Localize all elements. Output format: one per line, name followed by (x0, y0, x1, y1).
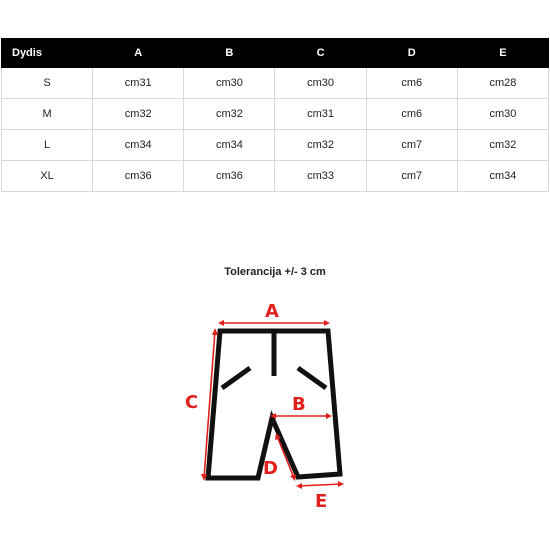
measure-d-arrow-bottom (290, 474, 296, 481)
table-cell: cm34 (457, 161, 548, 192)
shorts-outline (208, 331, 340, 478)
measure-b-arrow-right (326, 413, 332, 419)
label-c: C (185, 392, 199, 413)
table-cell: cm6 (366, 99, 457, 130)
header-b: B (184, 39, 275, 68)
table-cell: L (2, 130, 93, 161)
measure-e-arrow-left (296, 483, 302, 489)
table-cell: S (2, 68, 93, 99)
table-header-row (2, 39, 549, 68)
shorts-diagram-svg (180, 296, 370, 512)
table-cell: cm36 (184, 161, 275, 192)
table-cell: cm36 (93, 161, 184, 192)
table-cell: cm32 (275, 130, 366, 161)
table-cell: XL (2, 161, 93, 192)
table-cell: cm34 (184, 130, 275, 161)
table-cell: cm30 (457, 99, 548, 130)
table-cell: cm32 (93, 99, 184, 130)
label-a: A (265, 301, 279, 322)
measure-e-line (298, 484, 342, 486)
table-row (2, 68, 549, 99)
measure-c-arrow-top (212, 328, 218, 335)
right-pocket (298, 368, 326, 388)
header-e: E (457, 39, 548, 68)
table-row (2, 99, 549, 130)
table-cell: cm31 (93, 68, 184, 99)
table-cell: cm34 (93, 130, 184, 161)
header-d: D (366, 39, 457, 68)
measure-e-arrow-right (338, 481, 344, 487)
table-cell: cm28 (457, 68, 548, 99)
table-cell: cm32 (457, 130, 548, 161)
table-cell: M (2, 99, 93, 130)
table-row (2, 161, 549, 192)
table-cell: cm33 (275, 161, 366, 192)
table-cell: cm7 (366, 130, 457, 161)
table-cell: cm32 (184, 99, 275, 130)
table-cell: cm30 (184, 68, 275, 99)
label-b: B (292, 394, 306, 415)
table-cell: cm7 (366, 161, 457, 192)
header-c: C (275, 39, 366, 68)
table-cell: cm31 (275, 99, 366, 130)
header-a: A (93, 39, 184, 68)
measure-a-arrow-left (218, 320, 224, 326)
label-d: D (263, 458, 278, 479)
table-row (2, 130, 549, 161)
label-e: E (315, 491, 328, 512)
measure-a-arrow-right (324, 320, 330, 326)
size-chart-table (1, 38, 549, 192)
left-pocket (222, 368, 250, 388)
table-cell: cm30 (275, 68, 366, 99)
shorts-measurement-diagram (180, 296, 370, 512)
tolerance-note: Tolerancija +/- 3 cm (224, 266, 326, 278)
header-size: Dydis (2, 39, 93, 68)
table-cell: cm6 (366, 68, 457, 99)
